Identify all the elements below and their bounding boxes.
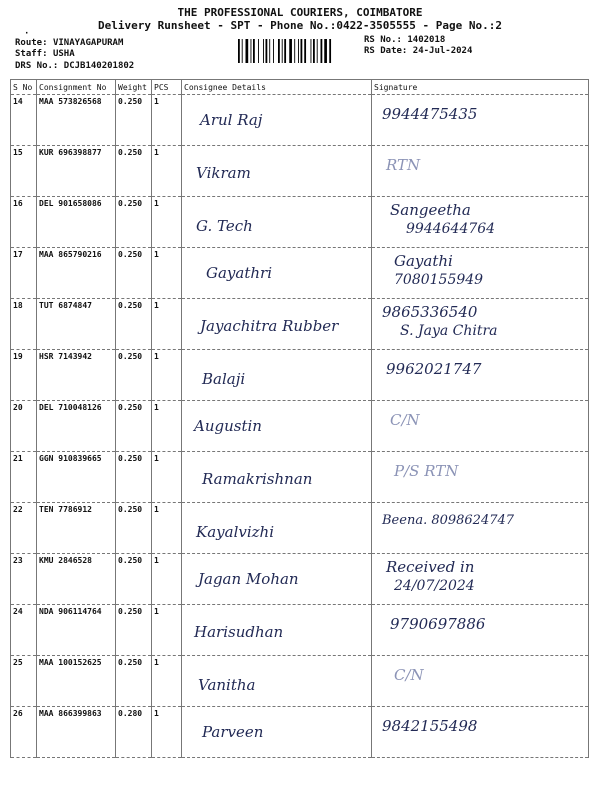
row-weight: 0.250 (116, 146, 152, 197)
row-weight: 0.250 (116, 503, 152, 554)
staff-field (15, 49, 75, 59)
row-consignment: TEN 7786912 (37, 503, 116, 554)
row-consignee (182, 503, 372, 554)
row-pcs: 1 (152, 146, 182, 197)
row-consignment: TUT 6874847 (37, 299, 116, 350)
table-row (11, 146, 589, 197)
consignee-handwriting: Vanitha (198, 676, 256, 694)
row-pcs: 1 (152, 554, 182, 605)
signature-handwriting: 9962021747 (386, 360, 482, 378)
row-consignment: MAA 100152625 (37, 656, 116, 707)
signature-extra-handwriting: 9944644764 (406, 221, 496, 237)
signature-handwriting: Beena. 8098624747 (382, 513, 515, 528)
row-signature (372, 605, 589, 656)
row-signature (372, 197, 589, 248)
row-sno: 15 (11, 146, 37, 197)
signature-handwriting: C/N (390, 411, 420, 429)
row-pcs: 1 (152, 197, 182, 248)
table-row (11, 197, 589, 248)
row-consignment: DEL 901658086 (37, 197, 116, 248)
table-row (11, 401, 589, 452)
table-row (11, 299, 589, 350)
row-weight: 0.250 (116, 197, 152, 248)
signature-handwriting: 9865336540 (382, 303, 478, 321)
row-consignee (182, 401, 372, 452)
signature-handwriting: Sangeetha (390, 201, 471, 219)
row-sno: 14 (11, 95, 37, 146)
runsheet-subtitle: Delivery Runsheet - SPT - Phone No.:0422-3505555 - Page No.:2 (98, 19, 502, 32)
consignee-handwriting: Gayathri (206, 264, 272, 282)
consignee-handwriting: Vikram (196, 164, 251, 182)
row-consignment: KUR 696398877 (37, 146, 116, 197)
signature-extra-handwriting: 24/07/2024 (394, 578, 475, 594)
table-header-row (11, 80, 589, 95)
row-sno: 25 (11, 656, 37, 707)
row-sno: 17 (11, 248, 37, 299)
row-pcs: 1 (152, 452, 182, 503)
signature-extra-handwriting: S. Jaya Chitra (400, 323, 498, 339)
row-consignment: HSR 7143942 (37, 350, 116, 401)
col-weight: Weight (116, 80, 152, 95)
row-consignee (182, 146, 372, 197)
rs-no-field (364, 35, 445, 45)
row-consignee (182, 554, 372, 605)
row-signature (372, 707, 589, 758)
drs-field (15, 61, 134, 71)
route-value: VINAYAGAPURAM (52, 38, 124, 48)
signature-handwriting: C/N (394, 666, 424, 684)
col-consignment: Consignment No (37, 80, 116, 95)
row-consignee (182, 350, 372, 401)
staff-value: USHA (52, 49, 75, 59)
table-row (11, 605, 589, 656)
row-weight: 0.250 (116, 452, 152, 503)
drs-value: DCJB140201802 (63, 61, 135, 71)
row-sno: 26 (11, 707, 37, 758)
row-weight: 0.250 (116, 605, 152, 656)
consignee-handwriting: Balaji (202, 370, 246, 388)
table-row (11, 554, 589, 605)
row-signature (372, 554, 589, 605)
row-weight: 0.250 (116, 656, 152, 707)
signature-handwriting: P/S RTN (394, 462, 459, 480)
row-signature (372, 248, 589, 299)
table-row (11, 95, 589, 146)
runsheet-table (10, 79, 589, 758)
row-weight: 0.280 (116, 707, 152, 758)
row-weight: 0.250 (116, 299, 152, 350)
col-signature: Signature (372, 80, 589, 95)
signature-handwriting: Gayathi (394, 252, 453, 270)
row-sno: 18 (11, 299, 37, 350)
rs-no-value: 1402018 (407, 35, 446, 45)
row-pcs: 1 (152, 248, 182, 299)
row-weight: 0.250 (116, 554, 152, 605)
barcode-image (238, 39, 356, 63)
bullet-mark: · (24, 29, 30, 39)
row-sno: 24 (11, 605, 37, 656)
row-pcs: 1 (152, 350, 182, 401)
row-consignment: MAA 866399863 (37, 707, 116, 758)
signature-handwriting: 9944475435 (382, 105, 478, 123)
row-pcs: 1 (152, 299, 182, 350)
row-pcs: 1 (152, 503, 182, 554)
company-title: THE PROFESSIONAL COURIERS, COIMBATORE (177, 6, 423, 19)
row-consignment: DEL 710048126 (37, 401, 116, 452)
drs-label: DRS No.: (15, 61, 59, 71)
table-row (11, 503, 589, 554)
row-signature (372, 656, 589, 707)
rs-date-field (364, 46, 472, 56)
row-consignment: MAA 573826568 (37, 95, 116, 146)
col-pcs: PCS (152, 80, 182, 95)
table-row (11, 452, 589, 503)
row-sno: 22 (11, 503, 37, 554)
row-pcs: 1 (152, 95, 182, 146)
row-consignment: NDA 906114764 (37, 605, 116, 656)
row-consignee (182, 656, 372, 707)
consignee-handwriting: G. Tech (196, 217, 253, 235)
staff-label: Staff: (15, 49, 48, 59)
row-pcs: 1 (152, 656, 182, 707)
consignee-handwriting: Jagan Mohan (198, 570, 299, 588)
row-weight: 0.250 (116, 248, 152, 299)
row-signature (372, 146, 589, 197)
row-signature (372, 401, 589, 452)
row-signature (372, 95, 589, 146)
row-consignment: KMU 2846528 (37, 554, 116, 605)
row-consignee (182, 299, 372, 350)
consignee-handwriting: Harisudhan (194, 623, 284, 641)
table-row (11, 248, 589, 299)
row-pcs: 1 (152, 707, 182, 758)
rs-no-label: RS No.: (364, 35, 402, 45)
consignee-handwriting: Augustin (194, 417, 262, 435)
row-consignee (182, 452, 372, 503)
row-weight: 0.250 (116, 401, 152, 452)
col-sno: S No (11, 80, 37, 95)
consignee-handwriting: Parveen (202, 723, 264, 741)
row-consignee (182, 605, 372, 656)
row-sno: 23 (11, 554, 37, 605)
row-consignee (182, 95, 372, 146)
col-consignee: Consignee Details (182, 80, 372, 95)
row-pcs: 1 (152, 605, 182, 656)
row-consignee (182, 248, 372, 299)
row-signature (372, 350, 589, 401)
row-consignee (182, 707, 372, 758)
row-sno: 16 (11, 197, 37, 248)
row-weight: 0.250 (116, 350, 152, 401)
row-signature (372, 299, 589, 350)
row-sno: 20 (11, 401, 37, 452)
signature-handwriting: RTN (386, 156, 421, 174)
row-weight: 0.250 (116, 95, 152, 146)
rs-date-label: RS Date: (364, 46, 408, 56)
signature-handwriting: Received in (386, 558, 475, 576)
rs-date-value: 24-Jul-2024 (412, 46, 473, 56)
route-label: Route: (15, 38, 48, 48)
consignee-handwriting: Kayalvizhi (196, 523, 274, 541)
row-sno: 21 (11, 452, 37, 503)
row-consignee (182, 197, 372, 248)
row-sno: 19 (11, 350, 37, 401)
row-consignment: GGN 910839665 (37, 452, 116, 503)
table-row (11, 707, 589, 758)
consignee-handwriting: Jayachitra Rubber (200, 317, 339, 335)
row-consignment: MAA 865790216 (37, 248, 116, 299)
consignee-handwriting: Arul Raj (200, 111, 263, 129)
table-row (11, 350, 589, 401)
table-row (11, 656, 589, 707)
consignee-handwriting: Ramakrishnan (202, 470, 313, 488)
row-signature (372, 452, 589, 503)
signature-extra-handwriting: 7080155949 (394, 272, 484, 288)
signature-handwriting: 9842155498 (382, 717, 478, 735)
signature-handwriting: 9790697886 (390, 615, 486, 633)
row-signature (372, 503, 589, 554)
route-field (15, 38, 123, 48)
row-pcs: 1 (152, 401, 182, 452)
